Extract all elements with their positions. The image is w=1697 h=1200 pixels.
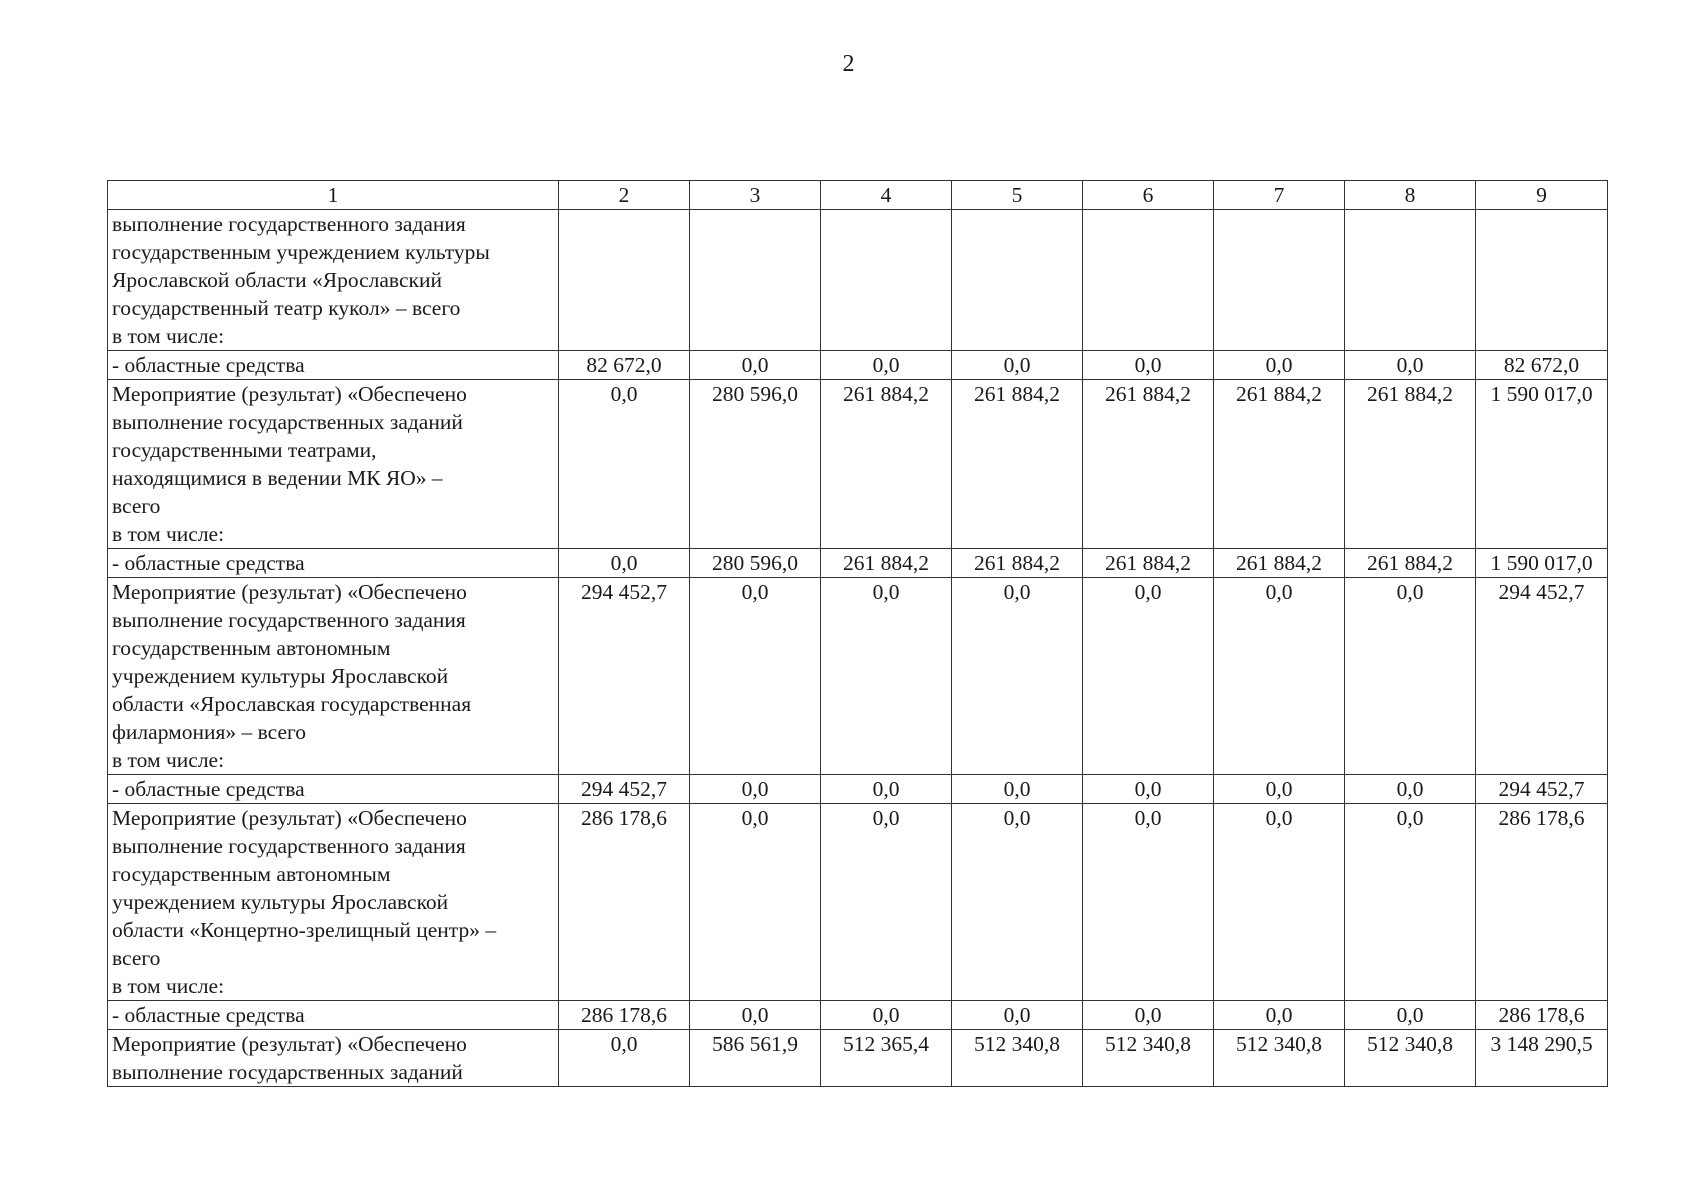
row-value: 0,0 <box>821 351 952 380</box>
row-value: 261 884,2 <box>952 549 1083 578</box>
row-value: 0,0 <box>559 380 690 549</box>
row-total: 286 178,6 <box>1476 1001 1608 1030</box>
row-value: 0,0 <box>1214 804 1345 1001</box>
row-value: 286 178,6 <box>559 804 690 1001</box>
row-value: 0,0 <box>1345 775 1476 804</box>
row-value: 0,0 <box>690 1001 821 1030</box>
row-total <box>1476 210 1608 351</box>
row-value: 0,0 <box>821 1001 952 1030</box>
table-row <box>108 1001 1608 1030</box>
row-value: 0,0 <box>821 578 952 775</box>
row-value: 261 884,2 <box>1345 380 1476 549</box>
column-header: 7 <box>1214 181 1345 210</box>
row-value: 0,0 <box>1345 351 1476 380</box>
row-value: 261 884,2 <box>821 549 952 578</box>
row-value <box>952 210 1083 351</box>
column-header: 5 <box>952 181 1083 210</box>
row-value: 0,0 <box>1083 578 1214 775</box>
row-value: 261 884,2 <box>952 380 1083 549</box>
page-number: 2 <box>842 51 855 77</box>
column-header: 2 <box>559 181 690 210</box>
row-value: 294 452,7 <box>559 578 690 775</box>
table-row <box>108 775 1608 804</box>
row-description: Мероприятие (результат) «Обеспечено выполнение государственного задания государственным автономным учреждением культуры Ярославской области «Ярославская государственная филармония» – всего в том числе: <box>108 578 559 775</box>
table-row <box>108 351 1608 380</box>
row-value <box>1345 210 1476 351</box>
row-value: 0,0 <box>821 804 952 1001</box>
row-value: 261 884,2 <box>1214 380 1345 549</box>
row-value: 280 596,0 <box>690 380 821 549</box>
row-value: 82 672,0 <box>559 351 690 380</box>
row-value: 0,0 <box>1345 804 1476 1001</box>
table-row <box>108 804 1608 1001</box>
column-number-row <box>108 181 1608 210</box>
row-value: 0,0 <box>1214 775 1345 804</box>
column-header: 8 <box>1345 181 1476 210</box>
row-value: 0,0 <box>952 804 1083 1001</box>
row-value: 261 884,2 <box>1083 380 1214 549</box>
row-total: 294 452,7 <box>1476 775 1608 804</box>
row-value: 586 561,9 <box>690 1030 821 1087</box>
row-value <box>1083 210 1214 351</box>
row-value: 0,0 <box>1083 775 1214 804</box>
row-value: 0,0 <box>1214 1001 1345 1030</box>
row-value: 512 340,8 <box>1345 1030 1476 1087</box>
row-value: 0,0 <box>690 775 821 804</box>
row-value: 512 340,8 <box>1214 1030 1345 1087</box>
row-total: 286 178,6 <box>1476 804 1608 1001</box>
row-description: - областные средства <box>108 1001 559 1030</box>
row-value: 0,0 <box>1345 1001 1476 1030</box>
row-value: 0,0 <box>821 775 952 804</box>
table-row <box>108 549 1608 578</box>
row-value: 512 340,8 <box>1083 1030 1214 1087</box>
column-header: 1 <box>108 181 559 210</box>
row-value <box>1214 210 1345 351</box>
row-value: 0,0 <box>690 578 821 775</box>
row-value: 261 884,2 <box>821 380 952 549</box>
column-header: 4 <box>821 181 952 210</box>
row-value: 0,0 <box>1083 804 1214 1001</box>
row-value: 261 884,2 <box>1083 549 1214 578</box>
row-value: 280 596,0 <box>690 549 821 578</box>
row-value: 0,0 <box>1214 578 1345 775</box>
row-total: 3 148 290,5 <box>1476 1030 1608 1087</box>
row-value <box>690 210 821 351</box>
row-value: 0,0 <box>1345 578 1476 775</box>
row-value: 261 884,2 <box>1345 549 1476 578</box>
budget-table <box>107 180 1608 1087</box>
row-value: 0,0 <box>1083 1001 1214 1030</box>
row-description: выполнение государственного задания государственным учреждением культуры Ярославской области «Ярославский государственный театр кукол» – всего в том числе: <box>108 210 559 351</box>
row-value: 0,0 <box>1083 351 1214 380</box>
row-description: Мероприятие (результат) «Обеспечено выполнение государственных заданий государственными театрами, находящимися в ведении МК ЯО» – всего в том числе: <box>108 380 559 549</box>
row-value: 0,0 <box>559 549 690 578</box>
column-header: 9 <box>1476 181 1608 210</box>
column-header: 3 <box>690 181 821 210</box>
row-total: 1 590 017,0 <box>1476 549 1608 578</box>
row-description: Мероприятие (результат) «Обеспечено выполнение государственного задания государственным автономным учреждением культуры Ярославской области «Концертно-зрелищный центр» – всего в том числе: <box>108 804 559 1001</box>
row-value: 261 884,2 <box>1214 549 1345 578</box>
row-value: 286 178,6 <box>559 1001 690 1030</box>
row-total: 294 452,7 <box>1476 578 1608 775</box>
row-value: 0,0 <box>952 578 1083 775</box>
table-row <box>108 380 1608 549</box>
table-row <box>108 578 1608 775</box>
row-value: 0,0 <box>559 1030 690 1087</box>
row-value: 294 452,7 <box>559 775 690 804</box>
row-value <box>559 210 690 351</box>
row-value: 0,0 <box>690 804 821 1001</box>
row-value: 0,0 <box>952 1001 1083 1030</box>
row-total: 1 590 017,0 <box>1476 380 1608 549</box>
row-description: - областные средства <box>108 775 559 804</box>
row-description: - областные средства <box>108 549 559 578</box>
row-description: Мероприятие (результат) «Обеспечено выполнение государственных заданий <box>108 1030 559 1087</box>
row-value: 512 365,4 <box>821 1030 952 1087</box>
row-value: 0,0 <box>1214 351 1345 380</box>
row-total: 82 672,0 <box>1476 351 1608 380</box>
row-value: 0,0 <box>690 351 821 380</box>
row-value: 0,0 <box>952 351 1083 380</box>
row-value: 512 340,8 <box>952 1030 1083 1087</box>
row-description: - областные средства <box>108 351 559 380</box>
column-header: 6 <box>1083 181 1214 210</box>
row-value <box>821 210 952 351</box>
row-value: 0,0 <box>952 775 1083 804</box>
table-row <box>108 1030 1608 1087</box>
table-row <box>108 210 1608 351</box>
